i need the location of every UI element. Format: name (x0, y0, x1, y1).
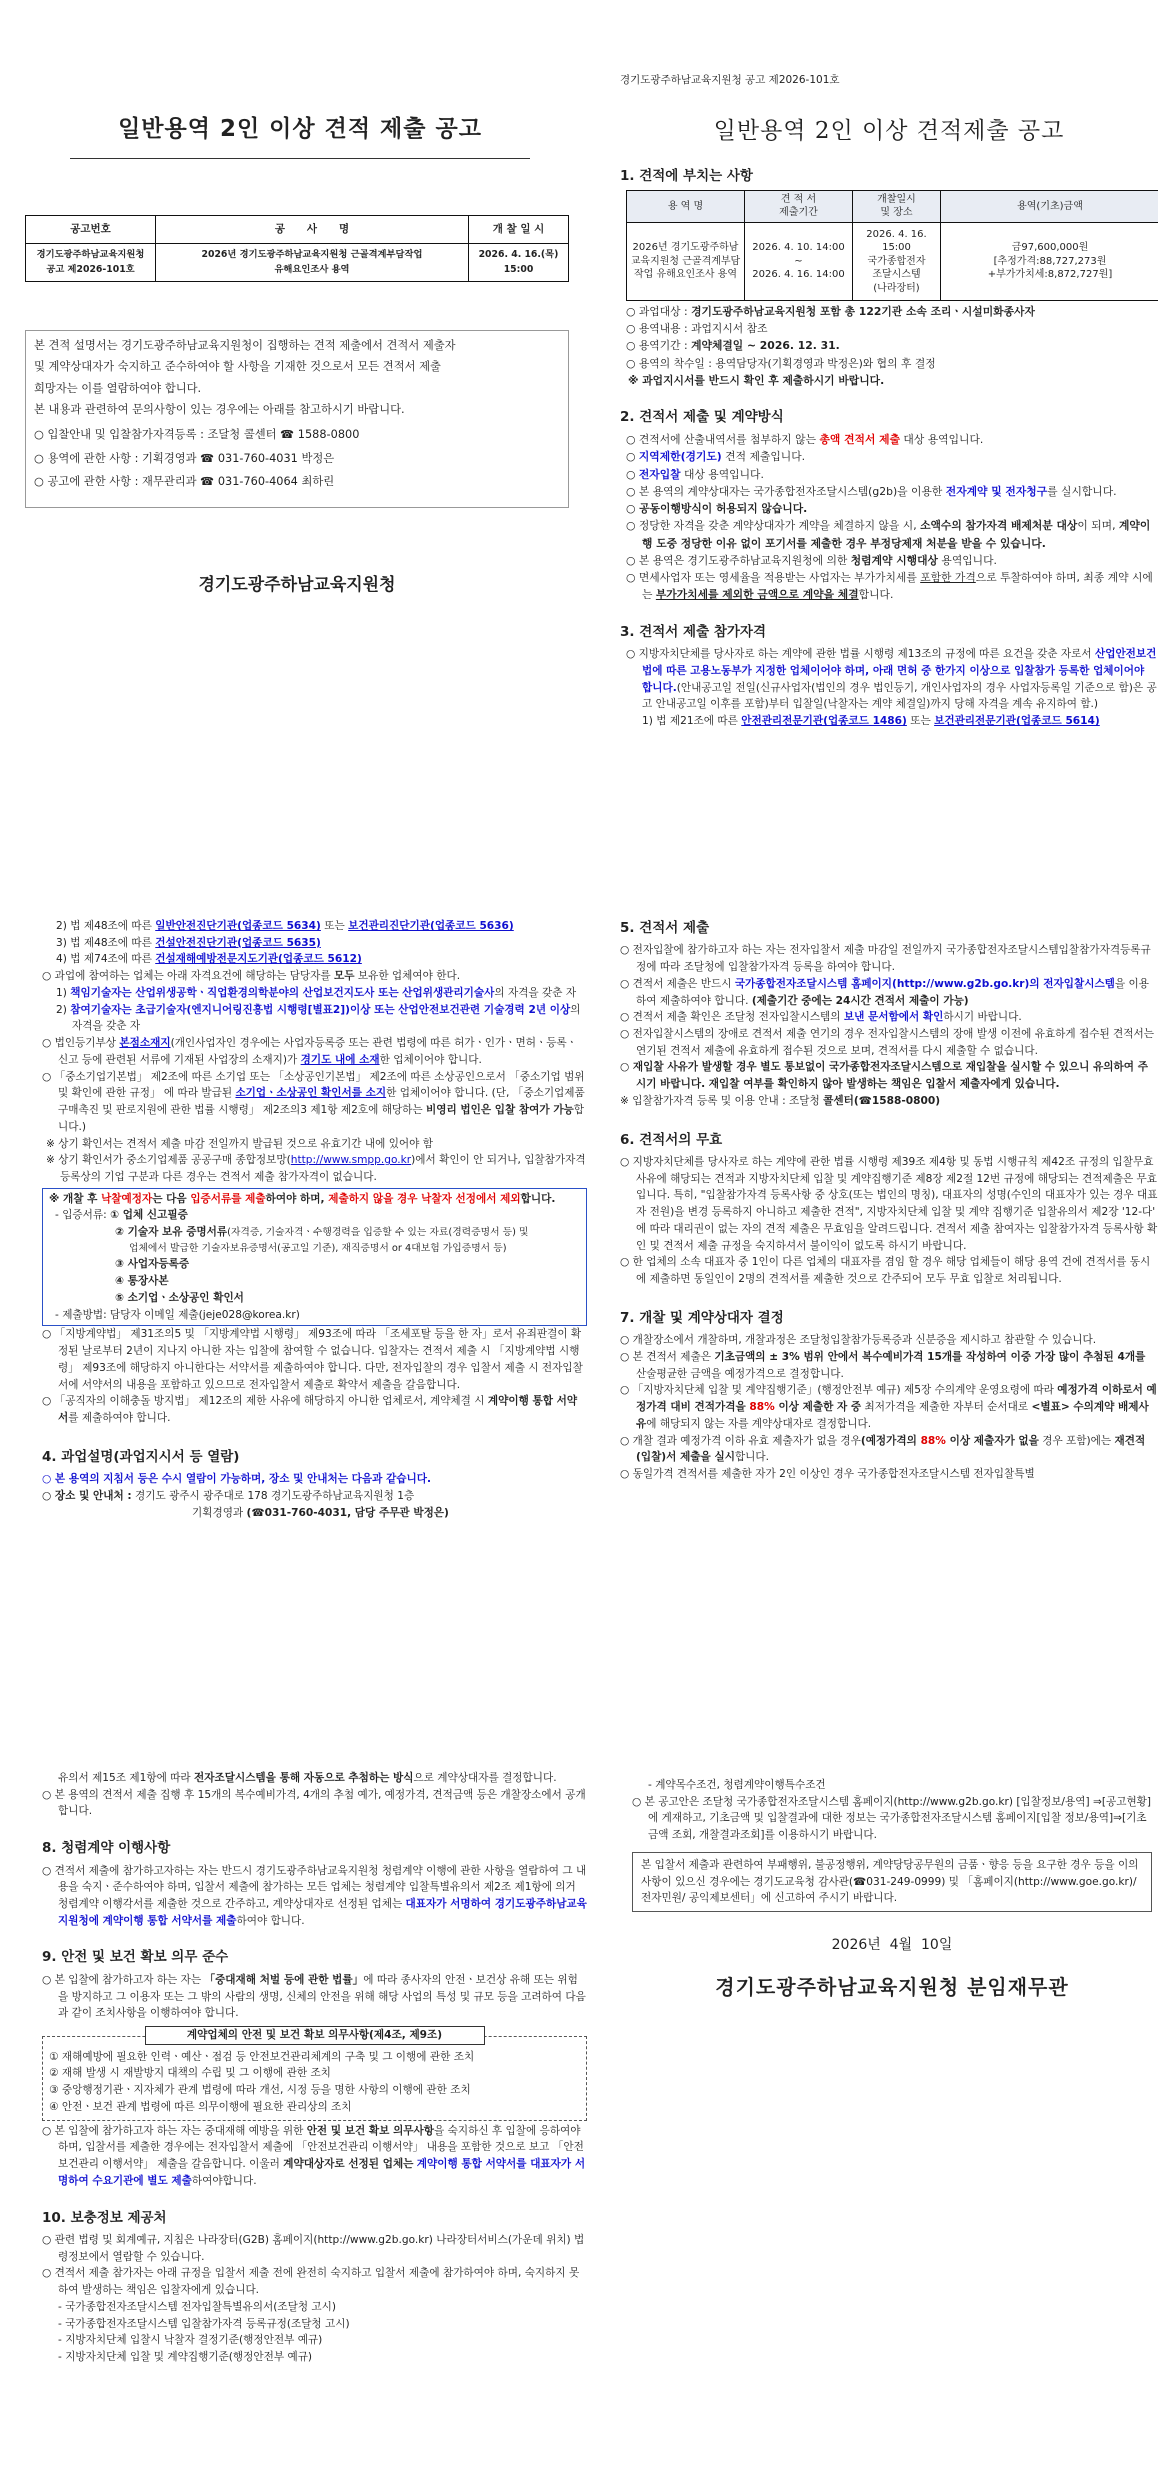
th-project-name: 공 사 명 (156, 216, 469, 244)
complaint-notice: 본 입찰서 제출과 관련하여 부패행위, 불공정행위, 계약당당공무원의 금품ㆍ향응 등을 요구한 경우 등을 이의사항이 있으신 경우에는 경기도교육청 감사관(☎031-249-0999) 및 「홈페이지(http://www.goe.go.kr)/ 전자민원/ 공익제보센터」에 신고하여 주시기 바랍니다. (641, 1858, 1139, 1905)
section-heading: 7. 개찰 및 계약상대자 결정 (620, 1309, 784, 1326)
s5-item: ○ 견적서 제출 확인은 조달청 전자입찰시스템의 보낸 문서함에서 확인하시기 바랍니다. (620, 1011, 1022, 1024)
safety-item: ④ 안전ㆍ보건 관계 법령에 따른 의무이행에 필요한 관리상의 조치 (49, 2100, 352, 2113)
intro-line: 및 계약상대자가 숙지하고 준수하여야 할 사항을 기재한 것으로서 모든 견적서 제출 (34, 360, 441, 374)
intro-line: 희망자는 이를 열람하여야 합니다. (34, 381, 202, 395)
s7-item: ○ 개찰 결과 예정가격 이하 유효 제출자가 없을 경우(예정가격의 88% 이상 제출자가 없을 경우 포함)에는 재견적(입찰)서 제출을 실시합니다. (620, 1434, 1146, 1464)
s1-note: ※ 과업지시서를 반드시 확인 후 제출하시기 바랍니다. (628, 373, 885, 387)
intro-box (25, 330, 569, 508)
s10-rule: - 지방자치단체 입찰시 낙찰자 결정기준(행정안전부 예규) (58, 2334, 323, 2347)
section-heading: 6. 견적서의 무효 (620, 1131, 723, 1148)
td-opening: 2026. 4. 16. 15:00 국가종합전자 조달시스템 (나라장터) (853, 222, 941, 300)
s1-item: ○ 용역내용 : 과업지시서 참조 (626, 322, 768, 336)
s1-item: ○ 용역의 착수일 : 용역담당자(기획경영과 박정은)와 협의 후 결정 (626, 356, 936, 370)
s3-license: 1) 법 제21조에 따른 안전관리전문기관(업종코드 1486) 또는 보건관리전문기관(업종코드 5614) (642, 715, 1100, 728)
s2-item: ○ 본 용역은 경기도광주하남교육지원청에 의한 청렴계약 시행대상 용역입니다. (626, 553, 997, 567)
evidence-box (42, 1188, 587, 1327)
contact-line: ○ 입찰안내 및 입찰참가자격등록 : 조달청 콜센터 ☎ 1588-0800 (34, 427, 360, 441)
safety-duty-box (42, 2029, 587, 2121)
s5-item: ○ 전자입찰에 참가하고자 하는 자는 전자입찰서 제출 마감일 전일까지 국가종합전자조달시스템입찰참가자격등록규정에 따라 조달청에 입찰참가자격 등록을 하여야 합니다. (620, 944, 1151, 974)
s7-item: ○ 동일가격 견적서를 제출한 자가 2인 이상인 경우 국가종합전자조달시스템 전자입찰특별 (620, 1468, 1035, 1481)
section-heading: 4. 과업설명(과업지시서 등 열람) (42, 1448, 240, 1465)
s5-item: ○ 전자입찰시스템의 장애로 견적서 제출 연기의 경우 전자입찰시스템의 장애 발생 이전에 유효하게 접수된 견적서는 연기된 견적서 제출에 유효하게 접수된 것으로 보며, 견적서를 다시 제출할 수 없습니다. (620, 1028, 1154, 1057)
section-heading: 5. 견적서 제출 (620, 920, 710, 936)
contact-line: ○ 공고에 관한 사항 : 재무관리과 ☎ 031-760-4064 최하린 (34, 475, 335, 489)
page-title: 일반용역 2인 이상 견적제출 공고 (713, 118, 1065, 145)
s3-item: ○ 과업에 참여하는 업체는 아래 자격요건에 해당하는 담당자를 모두 보유한 업체여야 한다. (42, 970, 461, 983)
s2-item: ○ 본 용역의 계약상대자는 국가종합전자조달시스템(g2b)을 이용한 전자계약 및 전자청구를 실시합니다. (626, 484, 1117, 498)
page-6 (632, 1777, 1152, 2037)
th-service-name: 용 역 명 (627, 190, 745, 222)
s3-item: ○ 「공직자의 이해충돌 방지법」 제12조의 제한 사유에 해당하지 아니한 업체로서, 계약체결 시 계약이행 통합 서약서를 제출하여야 합니다. (42, 1395, 578, 1425)
s3-note: ※ 상기 확인서가 중소기업제품 공공구매 종합정보망(http://www.smpp.go.kr)에서 확인이 안 되거나, 입찰참가자격 등록상의 기업 구분과 다른 경우는 견적서 제출 참가자격이 없습니다. (46, 1154, 586, 1184)
page-title: 일반용역 2인 이상 견적 제출 공고 (118, 116, 482, 142)
page-5 (42, 1770, 587, 2470)
td-amount: 금97,600,000원 [추정가격:88,727,273원 +부가가치세:8,872,727원] (941, 222, 1159, 300)
s1-item: ○ 과업대상 : 경기도광주하남교육지원청 포함 총 122기관 소속 조리ㆍ시설미화종사자 (626, 304, 1035, 318)
th-notice-no: 공고번호 (26, 216, 156, 244)
page-3 (42, 918, 587, 1778)
section-heading: 8. 청렴계약 이행사항 (42, 1840, 171, 1857)
th-opening: 개찰일시 및 장소 (853, 190, 941, 222)
s9-item: ○ 본 입찰에 참가하고자 하는 자는 「중대재해 처벌 등에 관한 법률」에 따라 종사자의 안전ㆍ보건상 유해 또는 위험을 방지하고 그 이용자 또는 그 밖의 사람의 생명, 신체의 안전을 위해 해당 사업의 특성 및 규모 등을 고려하여 다음과 같이 조치사항을 이행하여야 합니다. (42, 1973, 586, 2020)
s3-sub-item: 2) 참여기술자는 초급기술자(엔지니어링진흥법 시행령[별표2])이상 또는 산업안전보건관련 기술경력 2년 이상의 자격을 갖춘 자 (56, 1003, 581, 1033)
evidence-line: ③ 사업자등록증 (115, 1258, 190, 1271)
s10-rule: - 계약목수조건, 청렴계약이행특수조건 (648, 1779, 826, 1791)
s3-note: ※ 상기 확인서는 견적서 제출 마감 전일까지 발급된 것으로 유효기간 내에 있어야 함 (46, 1137, 433, 1150)
page-2 (620, 72, 1158, 862)
signature-official: 경기도광주하남교육지원청 분임재무관 (715, 1975, 1069, 2000)
notice-date: 2026년 4월 10일 (831, 1937, 953, 1954)
section-heading: 10. 보충정보 제공처 (42, 2209, 167, 2226)
s3-item: ○ 지방자치단체를 당사자로 하는 계약에 관한 법률 시행령 제13조의 규정에 따른 요건을 갖춘 자로서 산업안전보건법에 따른 고용노동부가 지정한 업체이어야 하며, 아래 면허 중 한가지 이상으로 입찰참가 등록한 업체이어야 합니다.(안내공고일 전일(신규사업자(법인의 경우 법인등기, 개인사업자의 경우 사업자등록일 기준으로 함)은 공고 안내공고일 이후를 포함)부터 입찰일(낙찰자는 계약 체결일)까지 당해 자격을 계속 유지하여 함.) (626, 647, 1157, 711)
contact-line: ○ 용역에 관한 사항 : 기획경영과 ☎ 031-760-4031 박정은 (34, 451, 335, 465)
section-heading: 9. 안전 및 보건 확보 의무 준수 (42, 1949, 229, 1966)
td-notice-no: 경기도광주하남교육지원청 공고 제2026-101호 (26, 244, 156, 282)
s3-license: 4) 법 제74조에 따른 건설재해예방전문지도기관(업종코드 5612) (56, 953, 362, 966)
s1-item: ○ 용역기간 : 계약체결일 ~ 2026. 12. 31. (626, 339, 840, 353)
s10-rule: - 지방자치단체 입찰 및 계약집행기준(행정안전부 예규) (58, 2351, 313, 2364)
th-opening-date: 개 찰 일 시 (469, 216, 569, 244)
s3-item: ○ 법인등기부상 본점소재지(개인사업자인 경우에는 사업자등록증 또는 관련 법령에 따른 허가ㆍ인가ㆍ면허ㆍ등록ㆍ신고 등에 관련된 서류에 기재된 사업장의 소재지)가 경기도 내에 소재한 업체이어야 합니다. (42, 1037, 577, 1066)
s2-item: ○ 정당한 자격을 갖춘 계약상대자가 계약을 체결하지 않을 시, 소액수의 참가자격 배제처분 대상이 되며, 계약이행 도중 정당한 이유 없이 포기서를 제출한 경우 부정당제재 처분을 받을 수 있습니다. (626, 519, 1151, 550)
s2-item: ○ 공동이행방식이 허용되지 않습니다. (626, 502, 808, 516)
evidence-line: ⑤ 소기업ㆍ소상공인 확인서 (115, 1291, 244, 1304)
s3-license: 3) 법 제48조에 따른 건설안전진단기관(업종코드 5635) (56, 936, 321, 949)
s7-continued: 유의서 제15조 제1항에 따라 전자조달시스템을 통해 자동으로 추첨하는 방식으로 계약상대자를 결정합니다. (58, 1772, 557, 1784)
s10-rule: - 국가종합전자조달시스템 전자입찰특별유의서(조달청 고시) (58, 2300, 337, 2313)
s10-rule: - 국가종합전자조달시스템 입찰참가자격 등록규정(조달청 고시) (58, 2317, 350, 2330)
safety-item: ③ 중앙행정기관ㆍ지자체가 관계 법령에 따라 개선, 시정 등을 명한 사항의 이행에 관한 조치 (49, 2084, 471, 2097)
td-service-name: 2026년 경기도광주하남 교육지원청 근골격계부담 작업 유해요인조사 용역 (627, 222, 745, 300)
s10-item: ○ 본 공고안은 조달청 국가종합전자조달시스템 홈페이지(http://www.g2b.go.kr) [입찰정보/용역] ⇒[공고현황]에 게재하고, 기초금액 및 입찰결과에 대한 정보는 국가종합전자조달시스템 홈페이지[입찰 정보/용역]⇒[기초금액 조회, 개찰결과조회]를 이용하시기 바랍니다. (632, 1795, 1152, 1842)
intro-line: 본 견적 설명서는 경기도광주하남교육지원청이 집행하는 견적 제출에서 견적서 제출자 (34, 339, 456, 352)
s7-item: ○ 본 용역의 견적서 제출 집행 후 15개의 복수예비가격, 4개의 추첨 예가, 예정가격, 견적금액 등은 개찰장소에서 공개합니다. (42, 1788, 586, 1818)
s5-item: ○ 재입찰 사유가 발생할 경우 별도 통보없이 국가종합전자조달시스템으로 재입찰을 실시할 수 있으니 유의하여 주시기 바랍니다. 재입찰 여부를 확인하지 않아 발생하는 책임은 입찰서 제출자에게 있습니다. (620, 1061, 1148, 1091)
th-period: 견 적 서 제출기간 (745, 190, 853, 222)
title-underline (70, 158, 530, 159)
s7-item: ○ 본 견적서 제출은 기초금액의 ± 3% 범위 안에서 복수예비가격 15개를 작성하여 이중 가장 많이 추첨된 4개를 산술평균한 금액을 예정가격으로 결정합니다. (620, 1350, 1146, 1380)
section-heading: 1. 견적에 부치는 사항 (620, 167, 753, 184)
section-heading: 2. 견적서 제출 및 계약방식 (620, 409, 784, 426)
bid-item-table (626, 190, 1158, 301)
s9-item: ○ 본 입찰에 참가하고자 하는 자는 중대재해 예방을 위한 안전 및 보건 확보 의무사항을 숙지하신 후 입찰에 응하여야 하며, 입찰서를 제출한 경우에는 전자입찰서 제출에 「안전보건관리 이행서약」 내용을 포함한 것으로 보고 「안전보건관리 이행서약」 제출을 갈음합니다. 이울러 계약대상자로 선정된 업체는 계약이행 통합 서약서를 대표자가 서명하여 수요기관에 별도 제출하여야합니다. (42, 2124, 586, 2187)
td-opening-date: 2026. 4. 16.(목) 15:00 (469, 244, 569, 282)
s5-note: ※ 입찰참가자격 등록 및 이용 안내 : 조달청 콜센터(☎1588-0800) (620, 1094, 941, 1107)
td-period: 2026. 4. 10. 14:00 ~ 2026. 4. 16. 14:00 (745, 222, 853, 300)
s4-item: ○ 장소 및 안내처 : 경기도 광주시 광주대로 178 경기도광주하남교육지원청 1층 (42, 1489, 415, 1502)
s3-item: ○ 「중소기업기본법」 제2조에 따른 소기업 또는 「소상공인기본법」 제2조에 따른 소상공인으로서 「중소기업 범위 및 확인에 관한 규정」 에 따라 발급된 소기업ㆍ소상공인 확인서를 소지한 업체이어야 합니다. (단, 「중소기업제품 구매촉진 및 판로지원에 관한 법률 시행령」 제2조의3 제1항 제2호에 해당하는 비영리 법인은 입찰 참여가 가능합니다.) (42, 1070, 585, 1133)
intro-line: 본 내용과 관련하여 문의사항이 있는 경우에는 아래를 참고하시기 바랍니다. (34, 403, 405, 417)
safety-item: ① 재해예방에 필요한 인력ㆍ예산ㆍ점검 등 안전보건관리체계의 구축 및 그 이행에 관한 조치 (49, 2050, 475, 2063)
s6-item: ○ 한 업체의 소속 대표자 중 1인이 다른 업체의 대표자를 겸임 할 경우 해당 업체들이 해당 용역 건에 견적서를 동시에 제출하면 동일인이 2명의 견적서를 제출한 것으로 간주되어 모두 무효 입찰로 처리됩니다. (620, 1256, 1151, 1286)
evidence-line: ② 기술자 보유 증명서류(자격증, 기술자격ㆍ수행경력을 입증할 수 있는 자료(경력증명서 등) 및 (115, 1226, 529, 1239)
s7-item: ○ 「지방자치단체 입찰 및 계약집행기준」(행정안전부 예규) 제5장 수의계약 운영요령에 따라 예정가격 이하로서 예정가격 대비 견적가격을 88% 이상 제출한 자 중 최저가격을 제출한 자부터 순서대로 <별표> 수의계약 배제사유에 해당되지 않는 자를 계약상대자로 결정합니다. (620, 1384, 1157, 1430)
evidence-head: ※ 개찰 후 낙찰예정자는 다음 입증서류를 제출하여야 하며, 제출하지 않을 경우 낙찰자 선정에서 제외합니다. (49, 1192, 556, 1205)
page-1 (25, 40, 575, 620)
s5-item: ○ 견적서 제출은 반드시 국가종합전자조달시스템 홈페이지(http://www.g2b.go.kr)의 전자입찰시스템을 이용하여 제출하여야 합니다. (제출기간 중에는 24시간 견적서 제출이 가능) (620, 977, 1149, 1007)
s4-item: 기획경영과 (☎031-760-4031, 담당 주무관 박정은) (192, 1506, 449, 1519)
evidence-line: 업체에서 발급한 기술자보유증명서(공고일 기준), 재직증명서 or 4대보험 가입증명서 등) (129, 1242, 507, 1254)
s7-item: ○ 개찰장소에서 개찰하며, 개찰과정은 조달청입찰참가등록증과 신분증을 제시하고 참관할 수 있습니다. (620, 1334, 1097, 1347)
complaint-notice-box (632, 1852, 1152, 1912)
notice-summary-table (25, 215, 569, 282)
td-project-name: 2026년 경기도광주하남교육지원청 근골격계부담작업 유해요인조사 용역 (156, 244, 469, 282)
s3-item: ○ 「지방계약법」 제31조의5 및 「지방계약법 시행령」 제93조에 따라 「조세포탈 등을 한 자」로서 유죄판결이 확정된 날로부터 2년이 지나지 아니한 자는 입찰에 참여할 수 없습니다. 입찰자는 견적서 제출 시 「지방계약법 시행령」 제93조에 해당하지 아니한다는 서약서를 제출하여야 합니다. 다만, 전자입찰의 경우 입찰서 제출 시 전자입찰서에 서약서의 내용을 포함하고 있으므로 전자입찰서 제출로 확약서 제출을 갈음합니다. (42, 1328, 583, 1391)
organization-name: 경기도광주하남교육지원청 (198, 575, 396, 595)
s10-item: ○ 견적서 제출 참가자는 아래 규정을 입찰서 제출 전에 완전히 숙지하고 입찰서 제출에 참가하여야 하며, 숙지하지 못하여 발생하는 책임은 입찰자에게 있습니다. (42, 2267, 580, 2297)
s2-item: ○ 면세사업자 또는 영세율을 적용받는 사업자는 부가가치세를 포함한 가격으로 투찰하여야 하며, 최종 계약 시에는 부가가치세를 제외한 금액으로 계약을 체결합니다. (626, 571, 1153, 602)
s4-item: ○ 본 용역의 지침서 등은 수시 열람이 가능하며, 장소 및 안내처는 다음과 같습니다. (42, 1473, 432, 1486)
s6-item: ○ 지방자치단체를 당사자로 하는 계약에 관한 법률 시행령 제39조 제4항 및 동법 시행규칙 제42조 규정의 입찰무효 사유에 해당되는 견적과 지방자치단체 입찰 및 계약집행기준 제8장 제2절 12번 규정에 해당되는 견적제출은 무효입니다. 특히, "입찰참가자격 등록사항 중 상호(또는 법인의 명칭), 대표자의 성명(수인의 대표자가 있는 경우 대표자 전원)을 변경 등록하지 아니하고 제출한 견적", 지방자치단체 입찰 및 계약 집행기준 입찰유의서 제2장 '12-다' 에 따라 대리권이 없는 자의 견적 제출은 무효임을 알려드립니다. 견적서 제출 참여자는 입찰참가자격 등록사항 확인 및 견적서 제출 규정을 숙지하셔서 불이익이 없도록 하시기 바랍니다. (620, 1156, 1158, 1252)
safety-item: ② 재해 발생 시 재발방지 대책의 수립 및 그 이행에 관한 조치 (49, 2067, 331, 2080)
evidence-line: - 제출방법: 담당자 이메일 제출(jeje028@korea.kr) (55, 1308, 300, 1321)
s3-license: 2) 법 제48조에 따른 일반안전진단기관(업종코드 5634) 또는 보건관리진단기관(업종코드 5636) (56, 920, 514, 932)
evidence-line: - 입증서류: ① 업체 신고필증 (55, 1209, 188, 1222)
evidence-line: ④ 통장사본 (115, 1275, 169, 1288)
s8-item: ○ 견적서 제출에 참가하고자하는 자는 반드시 경기도광주하남교육지원청 청렴계약 이행에 관한 사항을 열람하여 그 내용을 숙지ㆍ준수하여야 하며, 입찰서 제출에 참가하는 모든 업체는 청렴계약 입찰특별유의서 제2조 제1항에 의거 청렴계약 이행각서를 제출한 것으로 간주하고, 계약상대자로 선정된 업체는 대표자가 서명하여 경기도광주하남교육지원청에 계약이행 통합 서약서를 제출하여야 합니다. (42, 1864, 587, 1927)
page-4 (620, 918, 1158, 1618)
safety-box-title: 계약업체의 안전 및 보건 확보 의무사항(제4조, 제9조) (145, 2026, 485, 2045)
s2-item: ○ 전자입찰 대상 용역입니다. (626, 467, 764, 481)
s2-item: ○ 지역제한(경기도) 견적 제출입니다. (626, 450, 806, 464)
s2-item: ○ 견적서에 산출내역서를 첨부하지 않는 총액 견적서 제출 대상 용역입니다. (626, 433, 984, 447)
th-amount: 용역(기초)금액 (941, 190, 1159, 222)
s10-item: ○ 관련 법령 및 회계예규, 지침은 나라장터(G2B) 홈페이지(http://www.g2b.go.kr) 나라장터서비스(가운데 위치) 법령정보에서 열람할 수 있습니다. (42, 2233, 585, 2263)
section-heading: 3. 견적서 제출 참가자격 (620, 623, 766, 640)
s3-sub-item: 1) 책임기술자는 산업위생공학ㆍ직업환경의학분야의 산업보건지도사 또는 산업위생관리기술사의 자격을 갖춘 자 (56, 986, 577, 999)
notice-header: 경기도광주하남교육지원청 공고 제2026-101호 (620, 74, 840, 86)
